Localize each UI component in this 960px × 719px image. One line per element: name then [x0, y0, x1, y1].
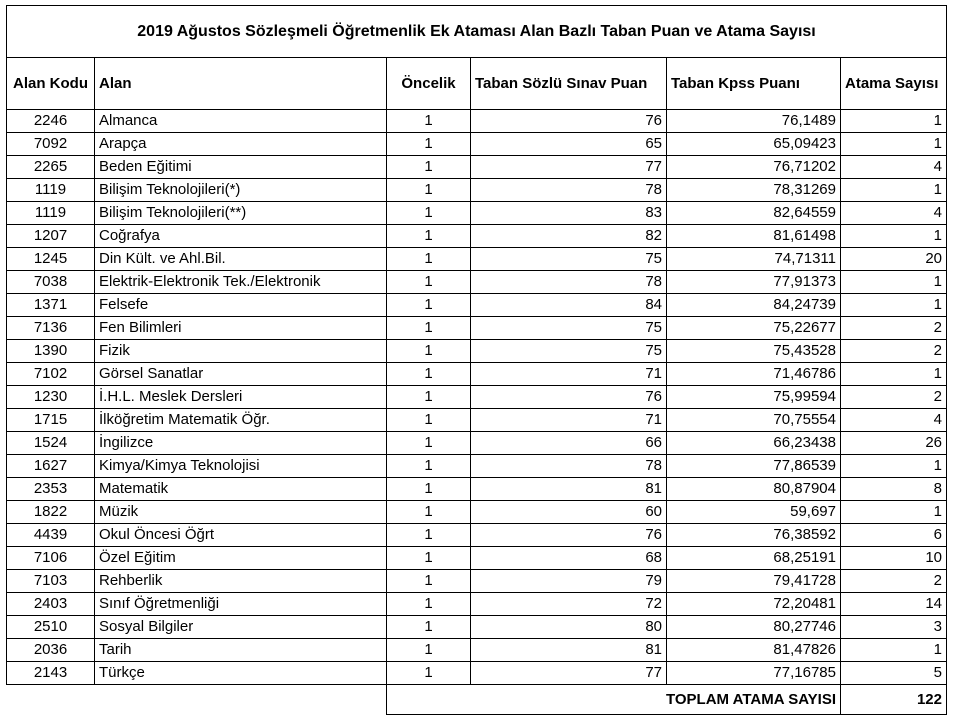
cell-alan-kodu: 2036 [7, 639, 95, 662]
cell-taban-kpss: 74,71311 [667, 248, 841, 271]
cell-oncelik: 1 [387, 156, 471, 179]
cell-taban-kpss: 79,41728 [667, 570, 841, 593]
cell-taban-kpss: 80,27746 [667, 616, 841, 639]
cell-taban-sozlu: 72 [471, 593, 667, 616]
cell-taban-sozlu: 76 [471, 524, 667, 547]
cell-atama-sayisi: 5 [841, 662, 947, 685]
cell-taban-kpss: 70,75554 [667, 409, 841, 432]
cell-alan-kodu: 2246 [7, 110, 95, 133]
cell-oncelik: 1 [387, 593, 471, 616]
table-row [7, 386, 947, 409]
cell-alan: İ.H.L. Meslek Dersleri [95, 386, 387, 409]
cell-atama-sayisi: 4 [841, 409, 947, 432]
cell-alan-kodu: 2353 [7, 478, 95, 501]
header-alan: Alan [95, 58, 387, 110]
cell-alan-kodu: 1715 [7, 409, 95, 432]
cell-oncelik: 1 [387, 616, 471, 639]
cell-alan-kodu: 1524 [7, 432, 95, 455]
cell-alan-kodu: 1390 [7, 340, 95, 363]
cell-atama-sayisi: 1 [841, 179, 947, 202]
table-row [7, 317, 947, 340]
cell-alan: Tarih [95, 639, 387, 662]
cell-taban-sozlu: 68 [471, 547, 667, 570]
cell-alan-kodu: 2143 [7, 662, 95, 685]
cell-taban-sozlu: 83 [471, 202, 667, 225]
cell-oncelik: 1 [387, 179, 471, 202]
cell-alan-kodu: 1627 [7, 455, 95, 478]
table-row [7, 616, 947, 639]
cell-oncelik: 1 [387, 248, 471, 271]
cell-alan-kodu: 4439 [7, 524, 95, 547]
cell-taban-kpss: 77,91373 [667, 271, 841, 294]
cell-taban-kpss: 75,43528 [667, 340, 841, 363]
cell-taban-sozlu: 71 [471, 363, 667, 386]
cell-alan-kodu: 7103 [7, 570, 95, 593]
table-row [7, 156, 947, 179]
cell-taban-sozlu: 71 [471, 409, 667, 432]
cell-alan: İngilizce [95, 432, 387, 455]
cell-alan: Matematik [95, 478, 387, 501]
cell-alan-kodu: 1245 [7, 248, 95, 271]
table-row [7, 202, 947, 225]
cell-oncelik: 1 [387, 271, 471, 294]
table-row [7, 432, 947, 455]
cell-alan: Kimya/Kimya Teknolojisi [95, 455, 387, 478]
cell-atama-sayisi: 8 [841, 478, 947, 501]
cell-taban-kpss: 76,71202 [667, 156, 841, 179]
table-row [7, 478, 947, 501]
cell-alan: İlköğretim Matematik Öğr. [95, 409, 387, 432]
cell-alan-kodu: 7136 [7, 317, 95, 340]
table-row [7, 455, 947, 478]
cell-atama-sayisi: 2 [841, 570, 947, 593]
cell-atama-sayisi: 4 [841, 156, 947, 179]
cell-atama-sayisi: 2 [841, 386, 947, 409]
cell-alan: Din Kült. ve Ahl.Bil. [95, 248, 387, 271]
cell-atama-sayisi: 1 [841, 271, 947, 294]
cell-alan-kodu: 1371 [7, 294, 95, 317]
cell-alan: Okul Öncesi Öğrt [95, 524, 387, 547]
cell-atama-sayisi: 3 [841, 616, 947, 639]
cell-taban-kpss: 71,46786 [667, 363, 841, 386]
cell-atama-sayisi: 1 [841, 501, 947, 524]
cell-alan: Fizik [95, 340, 387, 363]
cell-oncelik: 1 [387, 455, 471, 478]
cell-alan: Bilişim Teknolojileri(**) [95, 202, 387, 225]
cell-alan-kodu: 1230 [7, 386, 95, 409]
cell-oncelik: 1 [387, 110, 471, 133]
cell-atama-sayisi: 2 [841, 340, 947, 363]
cell-alan: Müzik [95, 501, 387, 524]
cell-atama-sayisi: 20 [841, 248, 947, 271]
total-row [7, 685, 947, 715]
cell-taban-sozlu: 75 [471, 317, 667, 340]
table-row [7, 363, 947, 386]
cell-taban-sozlu: 76 [471, 386, 667, 409]
cell-oncelik: 1 [387, 317, 471, 340]
cell-alan-kodu: 1822 [7, 501, 95, 524]
cell-oncelik: 1 [387, 386, 471, 409]
cell-taban-sozlu: 80 [471, 616, 667, 639]
cell-atama-sayisi: 1 [841, 110, 947, 133]
cell-alan: Türkçe [95, 662, 387, 685]
cell-alan-kodu: 1119 [7, 179, 95, 202]
header-oncelik: Öncelik [387, 58, 471, 110]
cell-taban-sozlu: 77 [471, 156, 667, 179]
table-row [7, 294, 947, 317]
cell-taban-sozlu: 75 [471, 248, 667, 271]
cell-alan: Rehberlik [95, 570, 387, 593]
cell-oncelik: 1 [387, 409, 471, 432]
cell-taban-kpss: 75,99594 [667, 386, 841, 409]
cell-taban-kpss: 59,697 [667, 501, 841, 524]
cell-taban-kpss: 65,09423 [667, 133, 841, 156]
cell-taban-kpss: 66,23438 [667, 432, 841, 455]
cell-oncelik: 1 [387, 570, 471, 593]
cell-oncelik: 1 [387, 294, 471, 317]
table-row [7, 501, 947, 524]
total-row-spacer [7, 685, 387, 715]
cell-taban-kpss: 80,87904 [667, 478, 841, 501]
cell-alan-kodu: 2510 [7, 616, 95, 639]
cell-alan-kodu: 7092 [7, 133, 95, 156]
cell-atama-sayisi: 2 [841, 317, 947, 340]
cell-oncelik: 1 [387, 363, 471, 386]
cell-atama-sayisi: 1 [841, 225, 947, 248]
header-taban-sozlu: Taban Sözlü Sınav Puan [471, 58, 667, 110]
cell-atama-sayisi: 26 [841, 432, 947, 455]
cell-taban-sozlu: 78 [471, 179, 667, 202]
table-row [7, 179, 947, 202]
table-row [7, 110, 947, 133]
cell-taban-sozlu: 81 [471, 639, 667, 662]
cell-oncelik: 1 [387, 662, 471, 685]
table-row [7, 409, 947, 432]
cell-taban-sozlu: 77 [471, 662, 667, 685]
cell-taban-kpss: 76,38592 [667, 524, 841, 547]
cell-alan-kodu: 7038 [7, 271, 95, 294]
cell-taban-sozlu: 82 [471, 225, 667, 248]
table-row [7, 570, 947, 593]
cell-alan-kodu: 2403 [7, 593, 95, 616]
cell-atama-sayisi: 1 [841, 455, 947, 478]
cell-atama-sayisi: 4 [841, 202, 947, 225]
cell-oncelik: 1 [387, 432, 471, 455]
cell-alan: Görsel Sanatlar [95, 363, 387, 386]
cell-alan-kodu: 7106 [7, 547, 95, 570]
cell-alan: Özel Eğitim [95, 547, 387, 570]
cell-alan: Bilişim Teknolojileri(*) [95, 179, 387, 202]
table-row [7, 271, 947, 294]
cell-alan: Arapça [95, 133, 387, 156]
cell-alan-kodu: 1207 [7, 225, 95, 248]
cell-alan-kodu: 7102 [7, 363, 95, 386]
total-label: TOPLAM ATAMA SAYISI [387, 685, 841, 715]
cell-atama-sayisi: 1 [841, 294, 947, 317]
cell-taban-kpss: 76,1489 [667, 110, 841, 133]
cell-oncelik: 1 [387, 524, 471, 547]
cell-taban-kpss: 82,64559 [667, 202, 841, 225]
cell-alan: Coğrafya [95, 225, 387, 248]
cell-alan-kodu: 1119 [7, 202, 95, 225]
cell-taban-sozlu: 84 [471, 294, 667, 317]
cell-oncelik: 1 [387, 340, 471, 363]
cell-atama-sayisi: 1 [841, 133, 947, 156]
total-value: 122 [841, 685, 947, 715]
header-taban-kpss: Taban Kpss Puanı [667, 58, 841, 110]
assignment-table [6, 5, 947, 715]
cell-oncelik: 1 [387, 202, 471, 225]
table-row [7, 248, 947, 271]
table-row [7, 547, 947, 570]
cell-taban-kpss: 77,86539 [667, 455, 841, 478]
cell-taban-kpss: 81,47826 [667, 639, 841, 662]
cell-atama-sayisi: 1 [841, 639, 947, 662]
cell-atama-sayisi: 6 [841, 524, 947, 547]
cell-oncelik: 1 [387, 547, 471, 570]
table-row [7, 639, 947, 662]
cell-taban-sozlu: 78 [471, 455, 667, 478]
cell-alan: Sosyal Bilgiler [95, 616, 387, 639]
cell-oncelik: 1 [387, 133, 471, 156]
cell-oncelik: 1 [387, 501, 471, 524]
table-row [7, 524, 947, 547]
cell-taban-kpss: 78,31269 [667, 179, 841, 202]
cell-alan: Elektrik-Elektronik Tek./Elektronik [95, 271, 387, 294]
cell-taban-kpss: 77,16785 [667, 662, 841, 685]
cell-alan: Beden Eğitimi [95, 156, 387, 179]
cell-taban-sozlu: 65 [471, 133, 667, 156]
cell-alan: Almanca [95, 110, 387, 133]
cell-taban-sozlu: 76 [471, 110, 667, 133]
cell-taban-sozlu: 79 [471, 570, 667, 593]
title-row [7, 6, 947, 58]
table-row [7, 340, 947, 363]
table-row [7, 662, 947, 685]
header-atama-sayisi: Atama Sayısı [841, 58, 947, 110]
cell-alan: Sınıf Öğretmenliği [95, 593, 387, 616]
table-row [7, 225, 947, 248]
header-row [7, 58, 947, 110]
spreadsheet [6, 5, 947, 715]
cell-taban-sozlu: 78 [471, 271, 667, 294]
cell-taban-sozlu: 66 [471, 432, 667, 455]
cell-alan-kodu: 2265 [7, 156, 95, 179]
table-row [7, 133, 947, 156]
cell-taban-sozlu: 81 [471, 478, 667, 501]
cell-taban-sozlu: 75 [471, 340, 667, 363]
table-row [7, 593, 947, 616]
cell-taban-kpss: 81,61498 [667, 225, 841, 248]
cell-atama-sayisi: 14 [841, 593, 947, 616]
cell-oncelik: 1 [387, 639, 471, 662]
cell-taban-kpss: 84,24739 [667, 294, 841, 317]
cell-taban-kpss: 72,20481 [667, 593, 841, 616]
table-title: 2019 Ağustos Sözleşmeli Öğretmenlik Ek Ataması Alan Bazlı Taban Puan ve Atama Sayısı [7, 6, 947, 58]
cell-taban-kpss: 68,25191 [667, 547, 841, 570]
cell-oncelik: 1 [387, 478, 471, 501]
cell-atama-sayisi: 1 [841, 363, 947, 386]
cell-alan: Fen Bilimleri [95, 317, 387, 340]
cell-alan: Felsefe [95, 294, 387, 317]
cell-taban-kpss: 75,22677 [667, 317, 841, 340]
header-alan-kodu: Alan Kodu [7, 58, 95, 110]
cell-taban-sozlu: 60 [471, 501, 667, 524]
cell-oncelik: 1 [387, 225, 471, 248]
cell-atama-sayisi: 10 [841, 547, 947, 570]
